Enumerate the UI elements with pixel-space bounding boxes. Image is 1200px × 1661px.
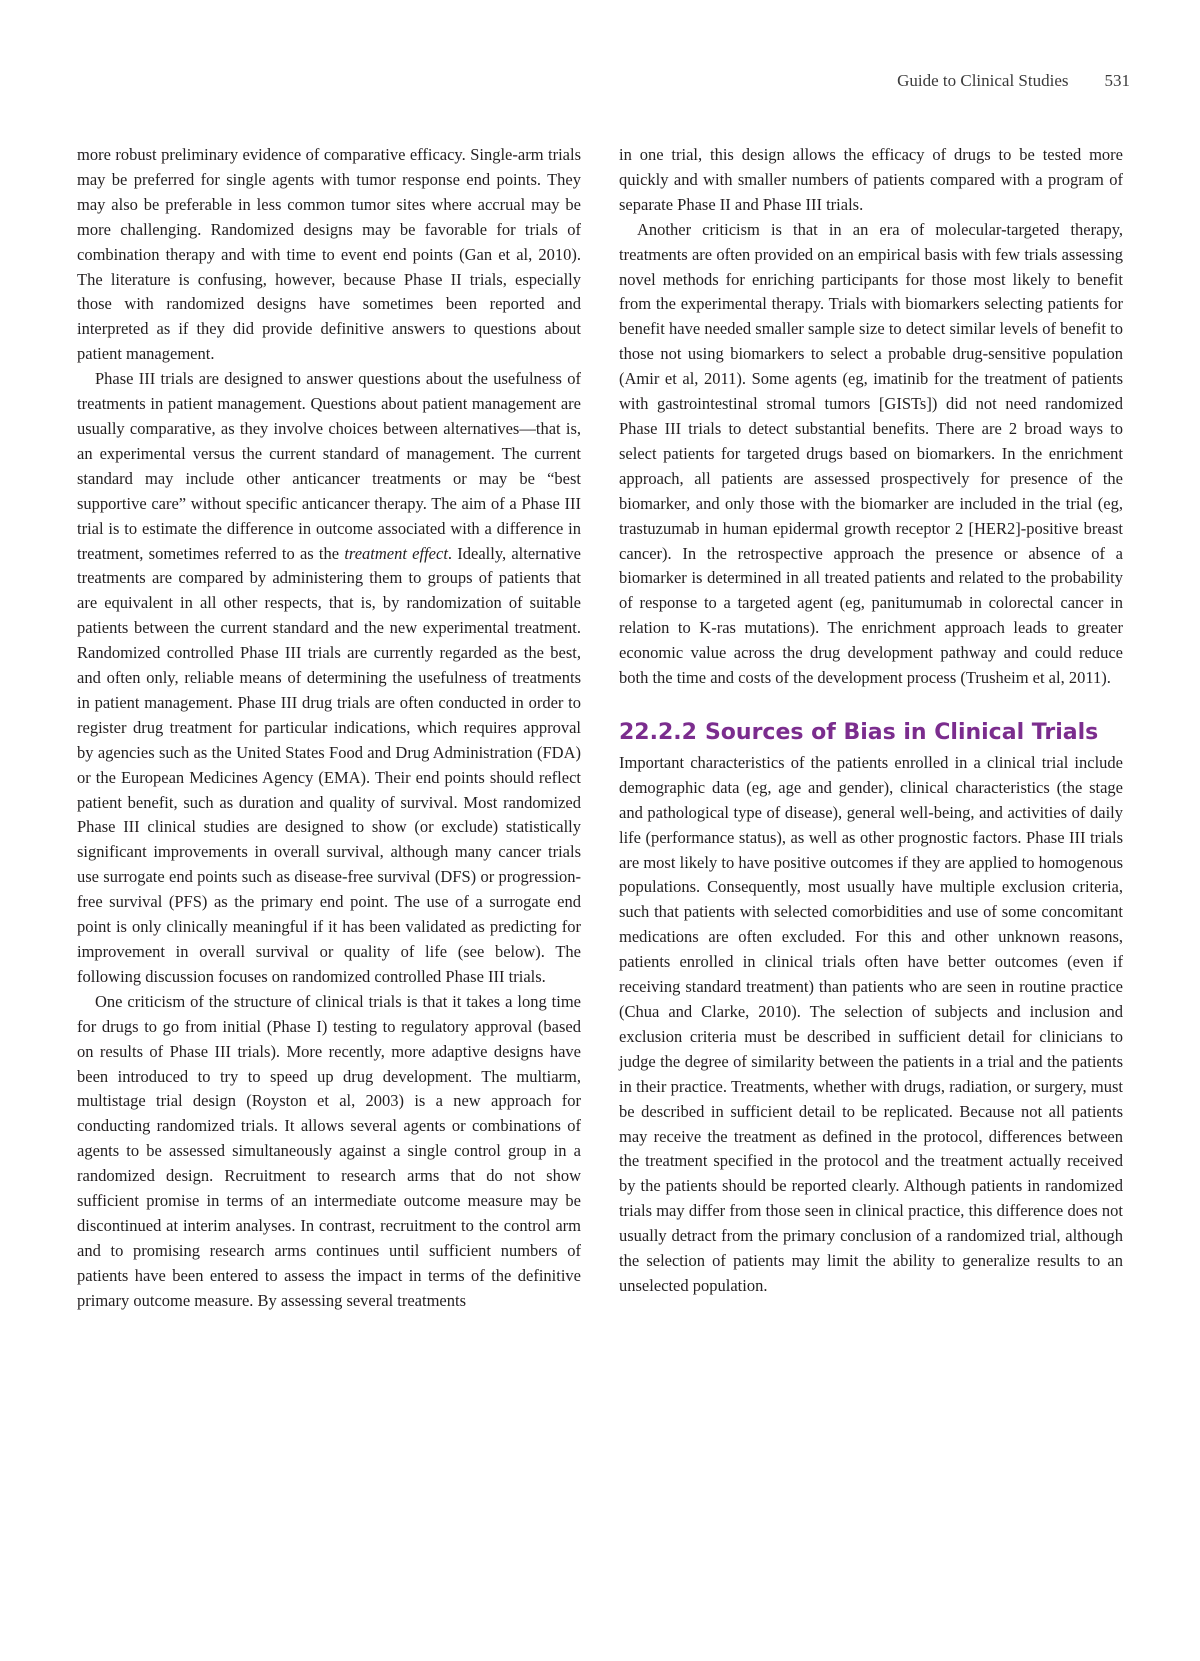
paragraph: in one trial, this design allows the efficacy of drugs to be tested more quickly and with smaller numbers of patients compared with a program of separate Phase II and Phase III trials. (619, 145, 1123, 214)
paragraph: more robust preliminary evidence of comparative efficacy. Single-arm trials may be preferred for single agents with tumor response end points. They may also be preferable in less common tumor sites where accrual may be more challenging. Randomized designs may be favorable for trials of combination therapy and with time to event end points (Gan et al, 2010). The literature is confusing, however, because Phase II trials, especially those with randomized designs have sometimes been reported and interpreted as if they did provide definitive answers to questions about patient management. (77, 145, 581, 364)
paragraph-text: . Ideally, alternative treatments are compared by administering them to groups of patients that are equivalent in all other respects, that is, by randomization of suitable patients between the current standard and the new experimental treatment. Randomized controlled Phase III trials are currently regarded as the best, and often only, reliable means of determining the usefulness of treatments in patient management. Phase III drug trials are often conducted in order to register drug treatment for particular indications, which requires approval by agencies such as the United States Food and Drug Administration (FDA) or the European Medicines Agency (EMA). Their end points should reflect patient benefit, such as duration and quality of survival. Most randomized Phase III clinical studies are designed to show (or exclude) statistically significant improvements in overall survival, although many cancer trials use surrogate end points such as disease-free survival (DFS) or progression-free survival (PFS) as the primary end point. The use of a surrogate end point is only clinically meaningful if it has been validated as predicting for improvement in overall survival or quality of life (see below). The following discussion focuses on randomized controlled Phase III trials. (77, 543, 581, 986)
paragraph: Important characteristics of the patients enrolled in a clinical trial include demographic data (eg, age and gender), clinical characteristics (the stage and pathological type of disease), general well-being, and activities of daily life (performance status), as well as other prognostic factors. Phase III trials are most likely to have positive outcomes if they are applied to homogenous populations. Consequently, most usually have multiple exclusion criteria, such that patients with selected comorbidities and use of some concomitant medications are often excluded. For this and other unknown reasons, patients enrolled in clinical trials often have better outcomes (even if receiving standard treatment) than patients who are seen in routine practice (Chua and Clarke, 2010). The selection of subjects and inclusion and exclusion criteria must be described in sufficient detail for clinicians to judge the degree of similarity between the patients in a trial and the patients in their practice. Treatments, whether with drugs, radiation, or surgery, must be described in sufficient detail to be replicated. Because not all patients may receive the treatment as defined in the protocol, differences between the treatment specified in the protocol and the treatment actually received by the patients should be reported clearly. Although patients in randomized trials may differ from those seen in clinical practice, this difference does not usually detract from the primary conclusion of a randomized trial, although the selection of patients may limit the ability to generalize results to an unselected population. (619, 752, 1123, 1295)
section-title: Sources of Bias in Clinical Trials (704, 719, 1099, 745)
paragraph-text: Phase III trials are designed to answer questions about the usefulness of treatments in patient management. Questions about patient management are usually comparative, as they involve choices between alternatives—that is, an experimental versus the current standard of management. The current standard may include other anticancer treatments or may be “best supportive care” without specific anticancer therapy. The aim of a Phase III trial is to estimate the difference in outcome associated with a difference in treatment, sometimes referred to as the (77, 369, 581, 563)
paragraph-phase-iii (77, 367, 581, 990)
section-number: 22.2.2 (619, 719, 697, 745)
term-treatment-effect: treatment effect (344, 543, 448, 563)
running-title: Guide to Clinical Studies (897, 71, 1069, 90)
section-heading (619, 719, 1123, 747)
left-column (77, 143, 581, 1314)
paragraph: One criticism of the structure of clinical trials is that it takes a long time for drugs to go from initial (Phase I) testing to regulatory approval (based on results of Phase III trials). More recently, more adaptive designs have been introduced to try to speed up drug development. The multiarm, multistage trial design (Royston et al, 2003) is a new approach for conducting randomized trials. It allows several agents or combinations of agents to be assessed simultaneously against a single control group in a randomized design. Recruitment to research arms that do not show sufficient promise in terms of an intermediate outcome measure may be discontinued at interim analyses. In contrast, recruitment to the control arm and to promising research arms continues until sufficient numbers of patients have been entered to assess the impact in terms of the definitive primary outcome measure. By assessing several treatments (77, 991, 581, 1310)
page-number: 531 (1104, 71, 1130, 90)
right-column (619, 143, 1123, 1299)
paragraph: Another criticism is that in an era of molecular-targeted therapy, treatments are often provided on an empirical basis with few trials assessing novel methods for enriching participants for those most likely to benefit from the experimental therapy. Trials with biomarkers selecting patients for benefit have needed smaller sample size to detect similar levels of benefit to those not using biomarkers to select a probable drug-sensitive population (Amir et al, 2011). Some agents (eg, imatinib for the treatment of patients with gastrointestinal stromal tumors [GISTs]) did not need randomized Phase III trials to detect substantial benefits. There are 2 broad ways to select patients for targeted drugs based on biomarkers. In the enrichment approach, all patients are assessed prospectively for presence of the biomarker, and only those with the biomarker are included in the trial (eg, trastuzumab in human epidermal growth receptor 2 [HER2]-positive breast cancer). In the retrospective approach the presence or absence of a biomarker is determined in all treated patients and related to the probability of response to a targeted agent (eg, panitumumab in colorectal cancer in relation to K-ras mutations). The enrichment approach leads to greater economic value across the drug development pathway and could reduce both the time and costs of the development process (Trusheim et al, 2011). (619, 219, 1123, 688)
running-head (600, 71, 1130, 91)
